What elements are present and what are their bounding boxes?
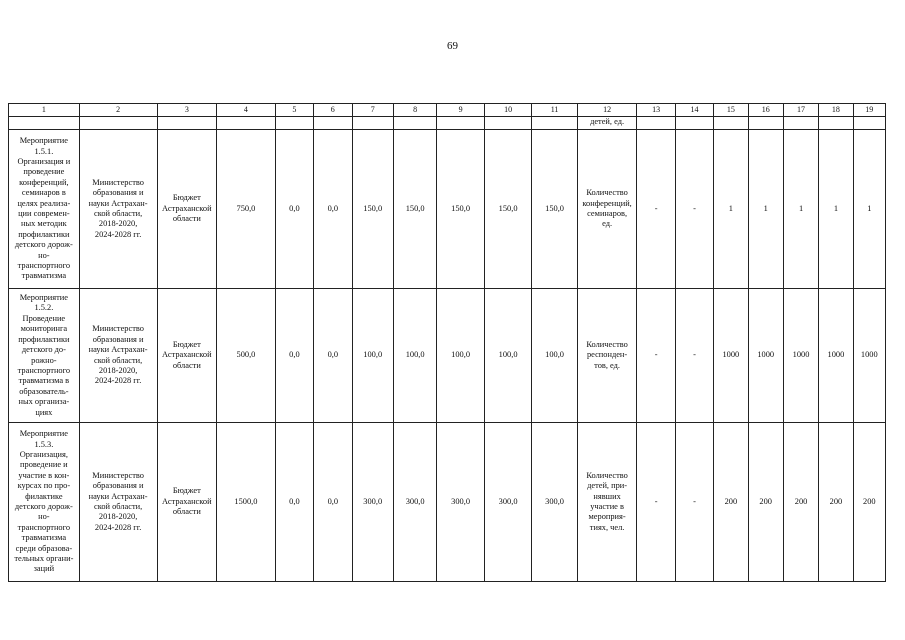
amount-cell: 0,0 — [314, 423, 352, 582]
indicator-value: 1000 — [819, 289, 853, 423]
amount-cell: 150,0 — [484, 130, 531, 289]
column-number: 4 — [217, 104, 276, 117]
total-amount: 750,0 — [217, 130, 276, 289]
amount-cell: 0,0 — [314, 130, 352, 289]
column-number: 10 — [484, 104, 531, 117]
column-number: 11 — [532, 104, 577, 117]
amount-cell: 100,0 — [532, 289, 577, 423]
event-name: Мероприятие 1.5.2. Проведение мониторинга профилактики детского до- рожно- транспортного травматизма в образователь- ных организа- циях — [9, 289, 80, 423]
indicator: Количество конференций, семинаров, ед. — [577, 130, 637, 289]
executor: Министерство образования и науки Астрахан- ской области, 2018-2020, 2024-2028 гг. — [79, 423, 157, 582]
continuation-row — [9, 117, 886, 130]
event-name: Мероприятие 1.5.3. Организация, проведение и участие в кон- курсах по про- филактике детского дорож- но- транспортного травматизма среди образова- тельных органи- заций — [9, 423, 80, 582]
amount-cell: 0,0 — [275, 289, 313, 423]
indicator-value: - — [675, 130, 713, 289]
funding-source: Бюджет Астраханской области — [157, 289, 217, 423]
indicator-value: 1 — [819, 130, 853, 289]
indicator-value: 1000 — [853, 289, 885, 423]
executor: Министерство образования и науки Астрахан- ской области, 2018-2020, 2024-2028 гг. — [79, 130, 157, 289]
amount-cell: 100,0 — [437, 289, 484, 423]
indicator-value: - — [675, 423, 713, 582]
amount-cell: 300,0 — [484, 423, 531, 582]
indicator-value: 200 — [819, 423, 853, 582]
indicator-value: - — [637, 130, 675, 289]
program-events-table — [8, 103, 886, 582]
amount-cell: 300,0 — [532, 423, 577, 582]
funding-source: Бюджет Астраханской области — [157, 423, 217, 582]
indicator-value: 1000 — [783, 289, 818, 423]
executor: Министерство образования и науки Астрахан- ской области, 2018-2020, 2024-2028 гг. — [79, 289, 157, 423]
indicator-value: 200 — [853, 423, 885, 582]
total-amount: 1500,0 — [217, 423, 276, 582]
amount-cell: 0,0 — [314, 289, 352, 423]
table-row — [9, 130, 886, 289]
table-row — [9, 289, 886, 423]
column-number: 7 — [352, 104, 393, 117]
indicator-value: - — [637, 423, 675, 582]
funding-source: Бюджет Астраханской области — [157, 130, 217, 289]
amount-cell: 100,0 — [484, 289, 531, 423]
column-number: 8 — [393, 104, 436, 117]
page-number: 69 — [447, 40, 458, 52]
column-number-row — [9, 104, 886, 117]
amount-cell: 0,0 — [275, 130, 313, 289]
total-amount: 500,0 — [217, 289, 276, 423]
indicator-value: 200 — [714, 423, 748, 582]
indicator: Количество респонден- тов, ед. — [577, 289, 637, 423]
amount-cell: 150,0 — [352, 130, 393, 289]
column-number: 15 — [714, 104, 748, 117]
indicator-value: 1 — [783, 130, 818, 289]
column-number: 6 — [314, 104, 352, 117]
indicator-value: 200 — [748, 423, 783, 582]
event-name: Мероприятие 1.5.1. Организация и проведение конференций, семинаров в целях реализа- ции современ- ных методик профилактики детского дорож- но- транспортного травматизма — [9, 130, 80, 289]
column-number: 18 — [819, 104, 853, 117]
indicator-value: 1 — [748, 130, 783, 289]
column-number: 19 — [853, 104, 885, 117]
indicator-value: 200 — [783, 423, 818, 582]
amount-cell: 300,0 — [352, 423, 393, 582]
indicator-value: - — [637, 289, 675, 423]
amount-cell: 0,0 — [275, 423, 313, 582]
amount-cell: 150,0 — [393, 130, 436, 289]
amount-cell: 100,0 — [393, 289, 436, 423]
indicator-value: 1000 — [748, 289, 783, 423]
column-number: 13 — [637, 104, 675, 117]
continuation-text: детей, ед. — [577, 117, 637, 130]
amount-cell: 150,0 — [532, 130, 577, 289]
indicator: Количество детей, при- нявших участие в мероприя- тиях, чел. — [577, 423, 637, 582]
column-number: 1 — [9, 104, 80, 117]
indicator-value: - — [675, 289, 713, 423]
column-number: 2 — [79, 104, 157, 117]
column-number: 17 — [783, 104, 818, 117]
table-row — [9, 423, 886, 582]
amount-cell: 300,0 — [437, 423, 484, 582]
column-number: 12 — [577, 104, 637, 117]
amount-cell: 150,0 — [437, 130, 484, 289]
column-number: 3 — [157, 104, 217, 117]
amount-cell: 100,0 — [352, 289, 393, 423]
amount-cell: 300,0 — [393, 423, 436, 582]
indicator-value: 1000 — [714, 289, 748, 423]
column-number: 14 — [675, 104, 713, 117]
column-number: 5 — [275, 104, 313, 117]
indicator-value: 1 — [714, 130, 748, 289]
column-number: 16 — [748, 104, 783, 117]
indicator-value: 1 — [853, 130, 885, 289]
column-number: 9 — [437, 104, 484, 117]
